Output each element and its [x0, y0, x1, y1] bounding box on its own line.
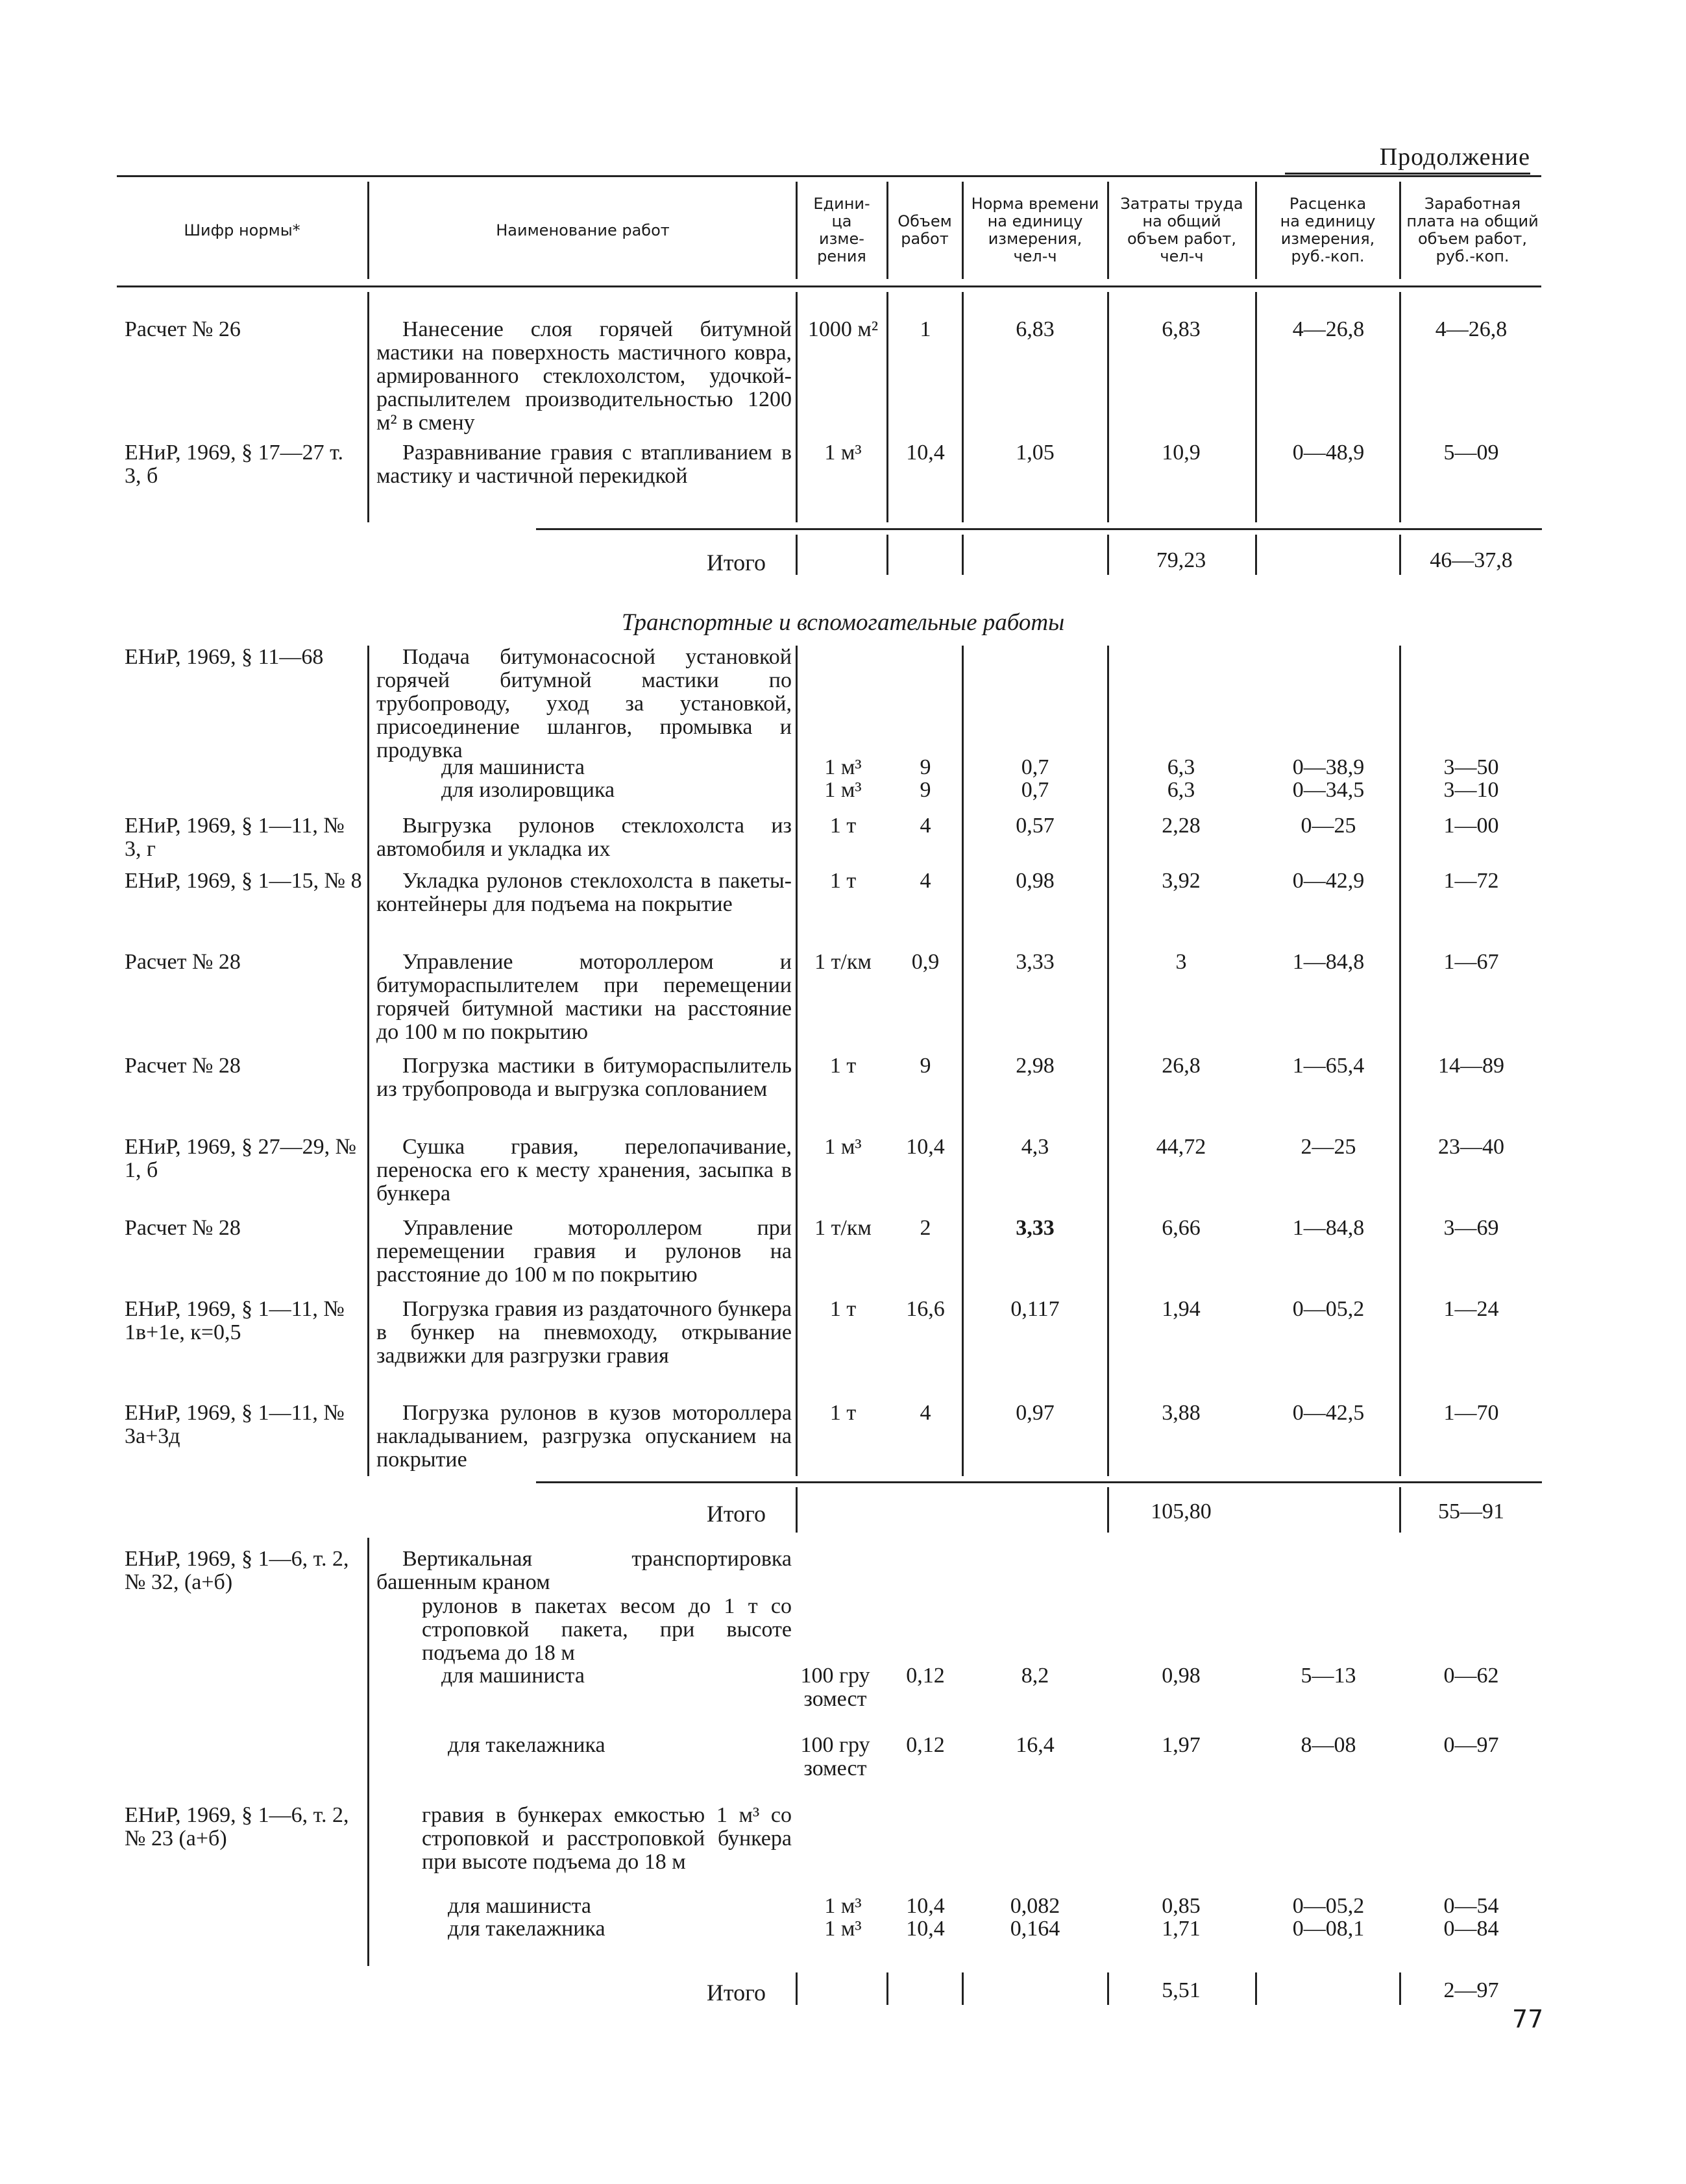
rate: 0—42,5 [1292, 1401, 1365, 1425]
norm: 0,117 [1010, 1297, 1060, 1321]
labor: 3,92 [1162, 869, 1201, 893]
norm: 2,98 [1016, 1054, 1055, 1078]
pay: 1—24 [1443, 1297, 1499, 1321]
norm-code: ЕНиР, 1969, § 27—29, № 1, б [125, 1135, 357, 1182]
volume: 9 [920, 755, 931, 779]
column-divider [367, 646, 369, 1476]
pay: 0—97 [1443, 1733, 1499, 1757]
column-divider [1255, 292, 1257, 522]
unit: 1 т [829, 814, 857, 838]
norm: 8,2 [1021, 1664, 1049, 1688]
rate: 1—65,4 [1292, 1054, 1365, 1078]
column-divider [796, 535, 798, 575]
total-rule [536, 1481, 1542, 1483]
norm: 6,83 [1016, 317, 1055, 341]
header-bottom-rule [117, 285, 1541, 287]
total-pay: 55—91 [1438, 1499, 1504, 1523]
unit: 1 м³ [824, 441, 862, 465]
rate: 0—25 [1301, 814, 1356, 838]
pay: 23—40 [1438, 1135, 1504, 1159]
pay: 5—09 [1443, 441, 1499, 465]
norm-code: ЕНиР, 1969, § 17—27 т. 3, б [125, 441, 343, 488]
labor: 6,66 [1162, 1216, 1201, 1240]
column-divider [367, 292, 369, 522]
total-label: Итого [706, 1980, 766, 2006]
column-divider [1107, 1972, 1109, 2005]
work-subitem: для машиниста [441, 755, 585, 779]
unit: 100 грузомест [800, 1733, 870, 1780]
norm-code: ЕНиР, 1969, § 1—6, т. 2, № 32, (а+б) [125, 1547, 349, 1594]
volume: 10,4 [906, 1135, 945, 1159]
header-name: Наименование работ [496, 221, 670, 239]
volume: 9 [920, 1054, 931, 1078]
unit: 1 т/км [814, 950, 872, 974]
rate: 0—05,2 [1292, 1894, 1365, 1918]
volume: 4 [920, 869, 931, 893]
pay: 0—84 [1443, 1917, 1499, 1941]
norm: 3,33 [1016, 950, 1055, 974]
volume: 1 [920, 317, 931, 341]
volume: 10,4 [906, 1894, 945, 1918]
total-labor: 79,23 [1156, 548, 1206, 572]
labor: 10,9 [1162, 441, 1201, 465]
column-divider [962, 535, 964, 575]
labor: 2,28 [1162, 814, 1201, 838]
total-labor: 5,51 [1162, 1978, 1201, 2002]
column-divider [1107, 1487, 1109, 1533]
work-name: Погрузка гравия из раздаточного бункера в бункер на пневмоходу, открывание задвижки для разгрузки гравия [376, 1297, 792, 1368]
pay: 3—10 [1443, 778, 1499, 802]
unit: 1 т [829, 1297, 857, 1321]
work-name: Вертикальная транспортировка башенным краном [376, 1547, 792, 1594]
volume: 16,6 [906, 1297, 945, 1321]
total-pay: 46—37,8 [1430, 548, 1513, 572]
volume: 10,4 [906, 441, 945, 465]
unit: 1000 м² [807, 317, 879, 341]
rate: 5—13 [1301, 1664, 1356, 1688]
labor: 3,88 [1162, 1401, 1201, 1425]
volume: 2 [920, 1216, 931, 1240]
unit: 1 м³ [824, 1917, 862, 1941]
labor: 26,8 [1162, 1054, 1201, 1078]
column-divider [1399, 1487, 1401, 1533]
labor: 1,71 [1162, 1917, 1201, 1941]
work-subitem: гравия в бункерах емкостью 1 м³ со строповкой и расстроповкой бункера при высоте подъема до 18 м [422, 1803, 792, 1874]
pay: 1—00 [1443, 814, 1499, 838]
pay: 1—72 [1443, 869, 1499, 893]
rate: 1—84,8 [1292, 950, 1365, 974]
column-divider [796, 1972, 798, 2005]
column-divider [367, 1538, 369, 1966]
column-divider [886, 292, 888, 522]
column-divider [962, 292, 964, 522]
labor: 3 [1175, 950, 1187, 974]
norm: 0,7 [1021, 755, 1049, 779]
volume: 0,12 [906, 1733, 945, 1757]
work-subitem: для такелажника [448, 1733, 605, 1757]
rate: 2—25 [1301, 1135, 1356, 1159]
pay: 3—50 [1443, 755, 1499, 779]
header-divider [367, 182, 369, 279]
header-norm: Норма времени на единицу измерения, чел-ч [971, 195, 1099, 265]
norm: 0,57 [1016, 814, 1055, 838]
column-divider [886, 535, 888, 575]
unit: 1 т [829, 1054, 857, 1078]
labor: 1,97 [1162, 1733, 1201, 1757]
labor: 0,85 [1162, 1894, 1201, 1918]
norm-code: ЕНиР, 1969, § 1—11, № 3, г [125, 814, 345, 861]
work-subitem: для машиниста [441, 1664, 585, 1688]
pay: 0—54 [1443, 1894, 1499, 1918]
work-subitem: для изолировщика [441, 778, 615, 802]
volume: 4 [920, 814, 931, 838]
unit: 1 т/км [814, 1216, 872, 1240]
unit: 1 т [829, 869, 857, 893]
unit: 100 грузомест [800, 1664, 870, 1711]
column-divider [1255, 535, 1257, 575]
unit: 1 м³ [824, 1135, 862, 1159]
work-subitem: для такелажника [448, 1917, 605, 1941]
column-divider [1399, 646, 1401, 1476]
work-name: Укладка рулонов стеклохолста в пакеты-контейнеры для подъема на покрытие [376, 869, 792, 916]
rate: 0—05,2 [1292, 1297, 1365, 1321]
norm: 0,98 [1016, 869, 1055, 893]
total-label: Итого [706, 550, 766, 576]
volume: 0,9 [911, 950, 940, 974]
unit: 1 м³ [824, 1894, 862, 1918]
rate: 0—38,9 [1292, 755, 1365, 779]
column-divider [1107, 292, 1109, 522]
work-name: Подача битумонасосной установкой горячей битумной мастики по трубопроводу, уход за установкой, присоединение шлангов, промывка и продувка [376, 645, 792, 762]
work-name: Выгрузка рулонов стеклохолста из автомобиля и укладка их [376, 814, 792, 861]
norm-code: Расчет № 26 [125, 317, 241, 341]
header-rate: Расценка на единицу измерения, руб.-коп. [1280, 195, 1376, 265]
column-divider [962, 646, 964, 1476]
pay: 1—70 [1443, 1401, 1499, 1425]
page-number: 77 [1512, 2005, 1544, 2033]
pay: 4—26,8 [1435, 317, 1508, 341]
unit: 1 т [829, 1401, 857, 1425]
pay: 3—69 [1443, 1216, 1499, 1240]
volume: 4 [920, 1401, 931, 1425]
continuation-label: Продолжение [1379, 143, 1530, 171]
column-divider [1399, 1972, 1401, 2005]
work-name: Нанесение слоя горячей битумной мастики на поверхность мастичного ковра, армированного стеклохолстом, удочкой-распылителем производительностью 1200 м² в смену [376, 317, 792, 435]
norm: 4,3 [1021, 1135, 1049, 1159]
rate: 8—08 [1301, 1733, 1356, 1757]
labor: 1,94 [1162, 1297, 1201, 1321]
header-code: Шифр нормы* [184, 221, 300, 239]
norm: 0,164 [1010, 1917, 1060, 1941]
norm: 16,4 [1016, 1733, 1055, 1757]
continuation-rule [1285, 173, 1530, 175]
work-name: Погрузка рулонов в кузов мотороллера накладыванием, разгрузка опусканием на покрытие [376, 1401, 792, 1472]
norm-code: ЕНиР, 1969, § 1—6, т. 2, № 23 (а+б) [125, 1803, 349, 1850]
norm: 1,05 [1016, 441, 1055, 465]
pay: 14—89 [1438, 1054, 1504, 1078]
work-subitem: рулонов в пакетах весом до 1 т со строповкой пакета, при высоте подъема до 18 м [422, 1594, 792, 1665]
unit: 1 м³ [824, 755, 862, 779]
work-name: Погрузка мастики в битумораспылитель из трубопровода и выгрузка сопловaнием [376, 1054, 792, 1101]
rate: 0—34,5 [1292, 778, 1365, 802]
norm-code: ЕНиР, 1969, § 11—68 [125, 645, 324, 669]
norm-code: ЕНиР, 1969, § 1—15, № 8 [125, 869, 362, 893]
volume: 9 [920, 778, 931, 802]
pay: 0—62 [1443, 1664, 1499, 1688]
column-divider [796, 1487, 798, 1533]
volume: 10,4 [906, 1917, 945, 1941]
column-divider [1255, 1972, 1257, 2005]
header-unit: Едини- ца изме- рения [813, 195, 870, 265]
total-rule [536, 528, 1542, 530]
work-name: Сушка гравия, перелопачивание, переноска его к месту хранения, засыпка в бункера [376, 1135, 792, 1206]
labor: 6,83 [1162, 317, 1201, 341]
norm-code: Расчет № 28 [125, 950, 241, 974]
section-title: Транспортные и вспомогательные работы [621, 609, 1065, 636]
norm-code: Расчет № 28 [125, 1054, 241, 1078]
rate: 0—08,1 [1292, 1917, 1365, 1941]
volume: 0,12 [906, 1664, 945, 1688]
norm: 0,97 [1016, 1401, 1055, 1425]
norm: 0,7 [1021, 778, 1049, 802]
rate: 1—84,8 [1292, 1216, 1365, 1240]
rate: 4—26,8 [1292, 317, 1365, 341]
labor: 6,3 [1167, 778, 1195, 802]
work-name: Управление мотороллером при перемещении гравия и рулонов на расстояние до 100 м по покрытию [376, 1216, 792, 1287]
column-divider [886, 1972, 888, 2005]
header-labor: Затраты труда на общий объем работ, чел-ч [1120, 195, 1243, 265]
unit: 1 м³ [824, 778, 862, 802]
labor: 0,98 [1162, 1664, 1201, 1688]
work-name: Управление мотороллером и битуморaспылителем при перемещении горячей битумной мастики на расстояние до 100 м по покрытию [376, 950, 792, 1044]
column-divider [1107, 646, 1109, 1476]
column-divider [962, 1972, 964, 2005]
rate: 0—48,9 [1292, 441, 1365, 465]
norm-code: ЕНиР, 1969, § 1—11, № 1в+1е, к=0,5 [125, 1297, 345, 1344]
norm-code: Расчет № 28 [125, 1216, 241, 1240]
header-volume: Объем работ [898, 212, 952, 248]
work-name: Разравнивание гравия с втапливанием в мастику и частичной перекидкой [376, 441, 792, 488]
total-label: Итого [706, 1501, 766, 1527]
labor: 6,3 [1167, 755, 1195, 779]
column-divider [1399, 292, 1401, 522]
norm-code: ЕНиР, 1969, § 1—11, № 3а+3д [125, 1401, 345, 1448]
header-pay: Заработная плата на общий объем работ, руб.-коп. [1406, 195, 1539, 265]
total-pay: 2—97 [1443, 1978, 1499, 2002]
total-labor: 105,80 [1151, 1499, 1212, 1523]
column-divider [1107, 535, 1109, 575]
norm: 0,082 [1010, 1894, 1060, 1918]
column-divider [1399, 535, 1401, 575]
rate: 0—42,9 [1292, 869, 1365, 893]
pay: 1—67 [1443, 950, 1499, 974]
work-subitem: для машиниста [448, 1894, 591, 1918]
column-divider [796, 292, 798, 522]
labor: 44,72 [1156, 1135, 1206, 1159]
norm: 3,33 [1016, 1216, 1055, 1240]
